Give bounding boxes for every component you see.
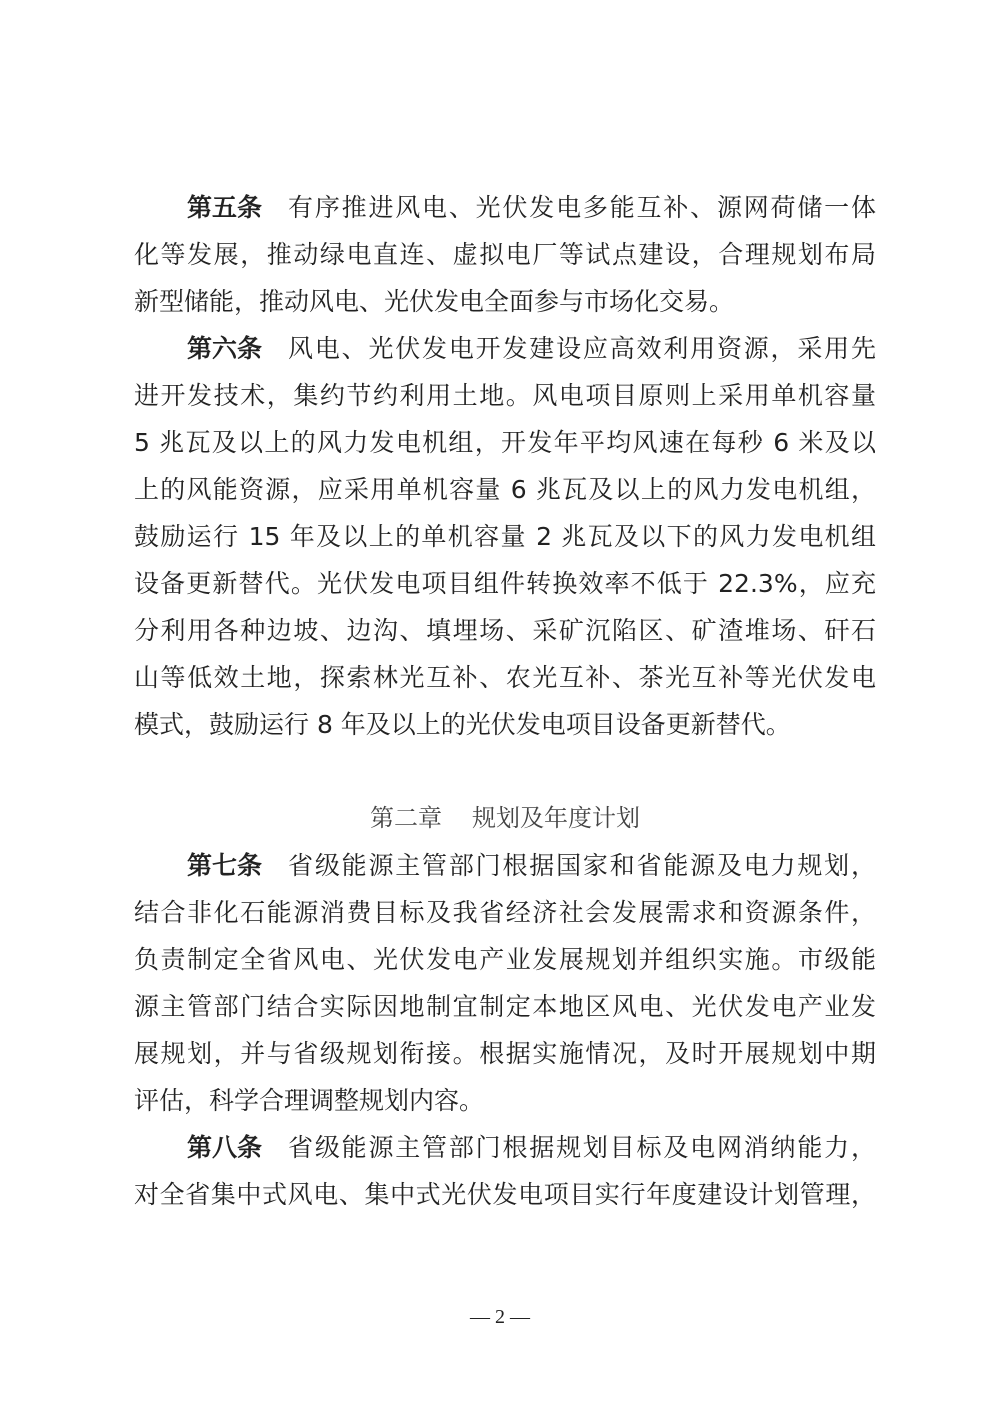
line-text: 省级能源主管部门根据国家和省能源及电力规划， <box>288 851 876 880</box>
line-text: 鼓励运行 15 年及以上的单机容量 2 兆瓦及以下的风力发电机组 <box>134 522 876 551</box>
chapter-heading <box>134 795 876 842</box>
text-line <box>134 936 876 983</box>
line-text: 展规划，并与省级规划衔接。根据实施情况，及时开展规划中期 <box>134 1039 876 1068</box>
article <box>134 842 876 1124</box>
document-body <box>134 184 876 1218</box>
article-label: 第六条 <box>187 334 263 363</box>
article-label: 第八条 <box>187 1133 263 1162</box>
article <box>134 1124 876 1218</box>
line-text: 模式，鼓励运行 8 年及以上的光伏发电项目设备更新替代。 <box>134 710 791 739</box>
text-line <box>134 1171 876 1218</box>
text-line <box>134 513 876 560</box>
article <box>134 184 876 325</box>
line-text: 新型储能，推动风电、光伏发电全面参与市场化交易。 <box>134 287 735 316</box>
chapter-title: 规划及年度计划 <box>472 804 640 832</box>
line-text: 进开发技术，集约节约利用土地。风电项目原则上采用单机容量 <box>134 381 876 410</box>
line-text: 有序推进风电、光伏发电多能互补、源网荷储一体 <box>288 193 876 222</box>
text-line <box>134 983 876 1030</box>
text-line <box>134 560 876 607</box>
articles-before-chapter <box>134 184 876 748</box>
line-text: 设备更新替代。光伏发电项目组件转换效率不低于 22.3%，应充 <box>134 569 876 598</box>
line-text: 化等发展，推动绿电直连、虚拟电厂等试点建设，合理规划布局 <box>134 240 876 269</box>
line-text: 山等低效土地，探索林光互补、农光互补、茶光互补等光伏发电 <box>134 663 876 692</box>
articles-after-chapter <box>134 842 876 1218</box>
text-line <box>134 701 876 748</box>
line-text: 负责制定全省风电、光伏发电产业发展规划并组织实施。市级能 <box>134 945 876 974</box>
text-line <box>134 1030 876 1077</box>
line-text: 结合非化石能源消费目标及我省经济社会发展需求和资源条件， <box>134 898 876 927</box>
article <box>134 325 876 748</box>
text-line <box>134 1124 876 1171</box>
line-text: 源主管部门结合实际因地制宜制定本地区风电、光伏发电产业发 <box>134 992 876 1021</box>
text-line <box>134 184 876 231</box>
line-text: 对全省集中式风电、集中式光伏发电项目实行年度建设计划管理， <box>134 1180 876 1209</box>
text-line <box>134 466 876 513</box>
text-line <box>134 1077 876 1124</box>
text-line <box>134 842 876 889</box>
text-line <box>134 654 876 701</box>
article-label: 第七条 <box>187 851 263 880</box>
text-line <box>134 419 876 466</box>
line-text: 5 兆瓦及以上的风力发电机组，开发年平均风速在每秒 6 米及以 <box>134 428 876 457</box>
text-line <box>134 325 876 372</box>
line-text: 分利用各种边坡、边沟、填埋场、采矿沉陷区、矿渣堆场、矸石 <box>134 616 876 645</box>
text-line <box>134 278 876 325</box>
text-line <box>134 231 876 278</box>
line-text: 省级能源主管部门根据规划目标及电网消纳能力， <box>288 1133 876 1162</box>
line-text: 风电、光伏发电开发建设应高效利用资源，采用先 <box>288 334 876 363</box>
article-label: 第五条 <box>187 193 263 222</box>
line-text: 评估，科学合理调整规划内容。 <box>134 1086 485 1115</box>
text-line <box>134 889 876 936</box>
chapter-number: 第二章 <box>370 804 442 832</box>
line-text: 上的风能资源，应采用单机容量 6 兆瓦及以上的风力发电机组， <box>134 475 876 504</box>
text-line <box>134 372 876 419</box>
text-line <box>134 607 876 654</box>
page-number: — 2 — <box>470 1306 530 1328</box>
